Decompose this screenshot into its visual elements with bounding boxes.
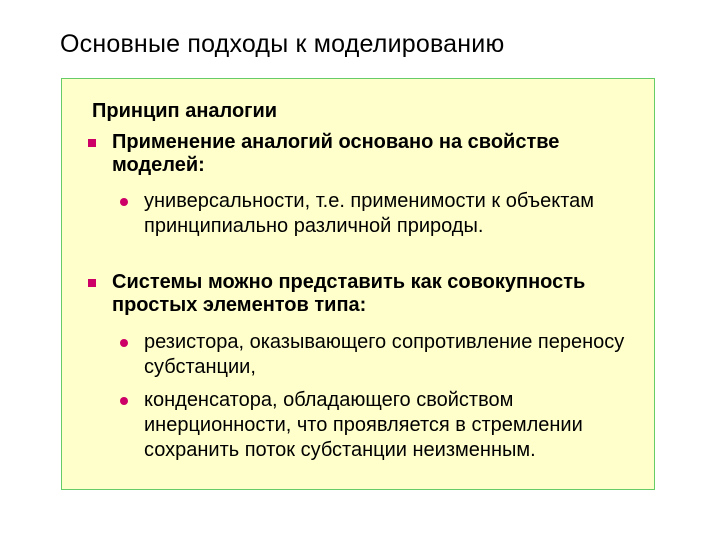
content-box [61, 78, 655, 490]
slide-title: Основные подходы к моделированию [60, 30, 505, 58]
dot-bullet-icon [120, 397, 128, 405]
sub-bullet-universality [144, 189, 644, 239]
sub-bullet-text: универсальности, т.е. применимости к объектам принципиально различной природы. [144, 190, 595, 237]
square-bullet-icon [88, 279, 96, 287]
sub-bullet-capacitor [144, 388, 644, 463]
bullet-text: Применение аналогий основано на свойстве моделей: [112, 131, 560, 176]
bullet-point-analogy [112, 131, 632, 177]
dot-bullet-icon [120, 339, 128, 347]
bullet-text: Системы можно представить как совокупность простых элементов типа: [112, 271, 586, 316]
sub-bullet-resistor [144, 330, 644, 380]
sub-bullet-text: резистора, оказывающего сопротивление переносу субстанции, [144, 331, 625, 378]
sub-bullet-text: конденсатора, обладающего свойством инерционности, что проявляется в стремлении сохранить поток субстанции неизменным. [144, 389, 583, 461]
square-bullet-icon [88, 139, 96, 147]
dot-bullet-icon [120, 198, 128, 206]
bullet-point-systems [112, 271, 632, 317]
section-heading: Принцип аналогии [92, 100, 278, 122]
